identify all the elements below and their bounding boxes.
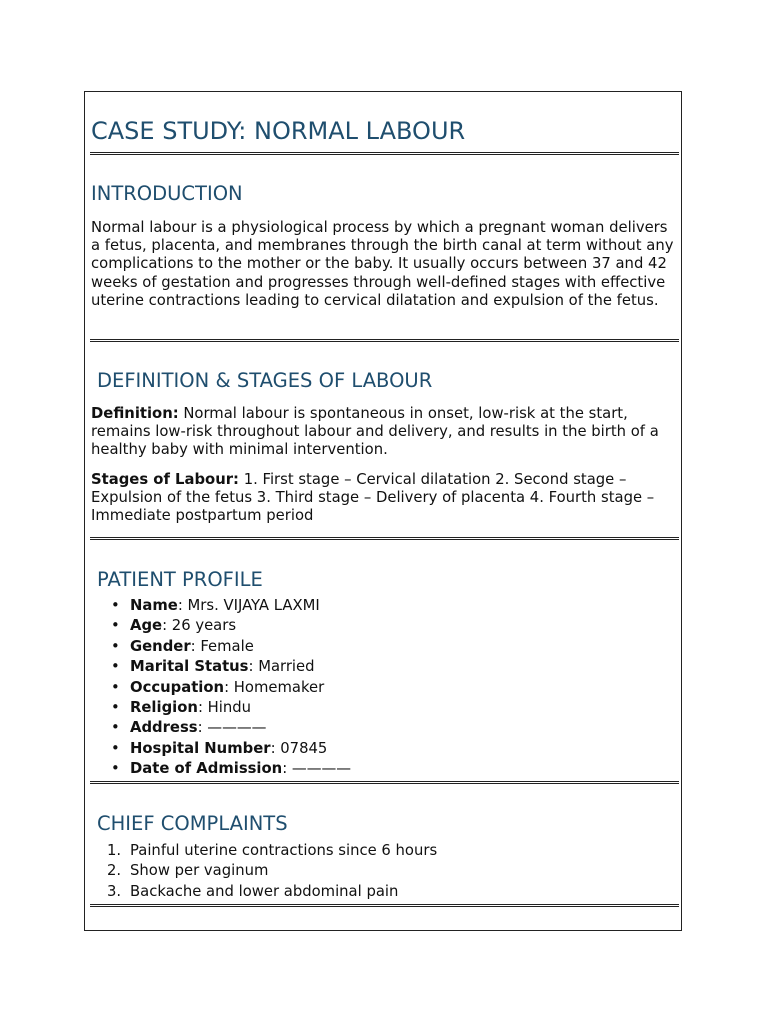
profile-value: : Hindu [197, 698, 252, 716]
patient-profile-heading: PATIENT PROFILE [97, 568, 263, 591]
bullet-marker: • [111, 658, 120, 676]
bullet-marker: • [111, 597, 120, 614]
profile-label: Hospital Number [130, 739, 271, 757]
profile-value: : ———— [282, 760, 352, 778]
profile-label: Address [130, 719, 198, 737]
profile-item [85, 596, 683, 616]
introduction-heading: INTRODUCTION [91, 182, 243, 205]
document-title: CASE STUDY: NORMAL LABOUR [91, 117, 466, 145]
bullet-marker: • [111, 617, 120, 635]
profile-value: : Mrs. VIJAYA LAXMI [177, 597, 320, 614]
bullet-marker: • [111, 637, 120, 655]
complaint-number: 3. [107, 882, 122, 900]
bullet-marker: • [111, 678, 120, 696]
profile-label: Age [130, 617, 163, 635]
profile-item [85, 657, 683, 677]
definition-divider [90, 537, 679, 540]
complaint-number: 1. [107, 842, 122, 859]
stages-text: 1. First stage – Cervical dilatation 2. Second stage – Expulsion of the fetus 3. Third stage – Delivery of placenta 4. Fourth stage – Immediate postpartum period [91, 471, 655, 525]
complaint-text: Painful uterine contractions since 6 hours [130, 842, 438, 859]
title-divider [90, 152, 679, 155]
definition-heading: DEFINITION & STAGES OF LABOUR [97, 369, 433, 392]
complaint-item [85, 841, 683, 861]
patient-profile-list [85, 596, 683, 780]
profile-value: : Homemaker [224, 678, 325, 696]
complaint-number: 2. [107, 862, 122, 880]
complaint-item [85, 882, 683, 902]
profile-value: : Married [248, 658, 315, 676]
chief-complaints-heading: CHIEF COMPLAINTS [97, 812, 288, 835]
introduction-divider [90, 339, 679, 342]
introduction-paragraph: Normal labour is a physiological process by which a pregnant woman delivers a fetus, placenta, and membranes through the birth canal at term without any complications to the mother or the baby. It usually occurs between 37 and 42 weeks of gestation and progresses through well-defined stages with effective uterine contractions leading to cervical dilatation and expulsion of the fetus. [91, 219, 674, 309]
profile-item [85, 616, 683, 636]
profile-label: Religion [130, 698, 198, 716]
definition-text: Normal labour is spontaneous in onset, low-risk at the start, remains low-risk throughout labour and delivery, and results in the birth of a healthy baby with minimal intervention. [91, 405, 659, 459]
profile-item [85, 698, 683, 718]
profile-label: Name [130, 597, 178, 614]
complaint-text: Show per vaginum [130, 862, 269, 880]
profile-item [85, 739, 683, 759]
stages-label: Stages of Labour: [91, 471, 239, 488]
profile-item [85, 759, 683, 779]
bullet-marker: • [111, 739, 120, 757]
complaint-text: Backache and lower abdominal pain [130, 882, 399, 900]
profile-value: : Female [190, 637, 254, 655]
document-page [84, 91, 682, 931]
bullet-marker: • [111, 719, 120, 737]
stages-paragraph [91, 471, 681, 526]
definition-paragraph [91, 405, 681, 460]
profile-divider [90, 781, 679, 784]
profile-item [85, 678, 683, 698]
profile-value: : ———— [197, 719, 267, 737]
complaints-divider [90, 904, 679, 907]
profile-label: Date of Admission [130, 760, 283, 778]
chief-complaints-list [85, 841, 683, 902]
profile-value: : 07845 [270, 739, 328, 757]
profile-label: Occupation [130, 678, 225, 696]
complaint-item [85, 861, 683, 881]
profile-label: Marital Status [130, 658, 249, 676]
profile-label: Gender [130, 637, 191, 655]
profile-item [85, 718, 683, 738]
bullet-marker: • [111, 698, 120, 716]
profile-item [85, 637, 683, 657]
bullet-marker: • [111, 760, 120, 778]
profile-value: : 26 years [162, 617, 237, 635]
definition-label: Definition: [91, 405, 179, 422]
